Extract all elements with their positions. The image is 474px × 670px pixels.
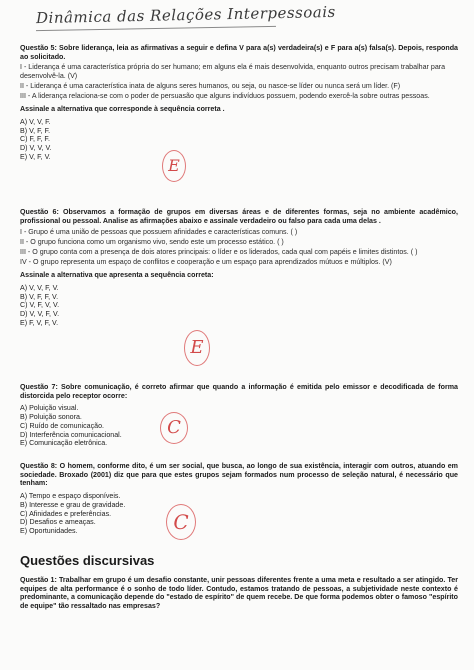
q7-option-c[interactable]: C) Ruído de comunicação. (20, 421, 104, 430)
q5-option-b[interactable]: B) V, F, F. (20, 126, 51, 135)
title-underline (36, 26, 276, 31)
q5-statement-1: I - Liderança é uma característica própria do ser humano; em alguns ela é mais desenvolvida, enquanto outros precisam trabalhar para desenvolvê-la. (V) (20, 63, 446, 81)
q6-option-b[interactable]: B) V, F, F, V. (20, 292, 59, 301)
q7-grade-mark: C (160, 412, 188, 444)
q8-option-a[interactable]: A) Tempo e espaço disponíveis. (20, 492, 121, 501)
q5-option-d[interactable]: D) V, V, V. (20, 144, 52, 153)
discursive-section-title: Questões discursivas (20, 553, 155, 568)
question-7-heading: Questão 7: Sobre comunicação, é correto afirmar que quando a informação é emitida pelo emissor e decodificada de forma distorcida pelo receptor ocorre: (20, 383, 458, 400)
q5-instruction: Assinale a alternativa que corresponde à sequência correta . (20, 105, 225, 114)
q8-option-e[interactable]: E) Oportunidades. (20, 526, 78, 535)
q6-grade-mark: E (184, 330, 210, 366)
q6-option-a[interactable]: A) V, V, F, V. (20, 283, 59, 292)
q6-option-d[interactable]: D) V, V, F, V. (20, 310, 60, 319)
handwritten-title: Dinâmica das Relações Interpessoais (35, 2, 336, 28)
q6-statement-3: III - O grupo conta com a presença de dois atores principais: o líder e os liderados, cada qual com papéis e limites distintos. ( ) (20, 247, 418, 256)
q6-option-e[interactable]: E) F, V, F, V. (20, 318, 59, 327)
discursive-q1-text: Questão 1: Trabalhar em grupo é um desafio constante, unir pessoas diferentes frente a uma meta e resultado a ser atingido. Ter equipes de alta performance é o sonho de todo líder. Contudo, estamos tratando de pessoas, a subjetividade neste contexto é predominante, a comunicação depende do "estado de espírito" de quem recebe. De que forma podemos obter o famoso "espírito de equipe" tão ressaltado nas empresas? (20, 576, 458, 611)
q8-option-c[interactable]: C) Afinidades e preferências. (20, 509, 112, 518)
question-5-heading: Questão 5: Sobre liderança, leia as afirmativas a seguir e defina V para a(s) verdadeira(s) e F para a(s) falsa(s). Depois, responda ao solicitado. (20, 44, 458, 61)
q6-statement-4: IV - O grupo representa um espaço de conflitos e cooperação e um espaço para aprendizados mútuos e múltiplos. (V) (20, 257, 392, 266)
q8-grade-mark: C (166, 504, 196, 540)
q5-statement-3: III - A liderança relaciona-se com o poder de persuasão que alguns indivíduos possuem, podendo exercê-la sobre outras pessoas. (20, 91, 430, 100)
discursive-question-1 (20, 576, 458, 613)
q5-grade-mark: E (162, 150, 186, 182)
question-6 (20, 208, 458, 327)
q5-statement-2: II - Liderança é uma característica inata de alguns seres humanos, ou seja, ou nasce-se líder ou nunca será um líder. (F) (20, 81, 401, 90)
question-7 (20, 383, 458, 448)
question-8 (20, 462, 458, 536)
q6-option-c[interactable]: C) V, F, V, V. (20, 301, 60, 310)
q7-option-b[interactable]: B) Poluição sonora. (20, 413, 82, 422)
question-8-heading: Questão 8: O homem, conforme dito, é um ser social, que busca, ao longo de sua existência, interagir com outros, atuando em sociedade. Broxado (2001) diz que para que estes grupos sejam formados num processo de seleção natural, é necessário que tenham: (20, 462, 458, 488)
question-6-heading: Questão 6: Observamos a formação de grupos em diversas áreas e de diferentes formas, seja no ambiente acadêmico, profissional ou pessoal. Analise as afirmações abaixo e assinale verdadeiro ou falso para cada uma delas . (20, 208, 458, 225)
q6-statement-2: II - O grupo funciona como um organismo vivo, sendo este um processo estático. ( ) (20, 238, 284, 247)
question-5 (20, 44, 458, 161)
q7-option-e[interactable]: E) Comunicação eletrônica. (20, 439, 108, 448)
q5-option-c[interactable]: C) F, F, F. (20, 135, 50, 144)
q8-option-d[interactable]: D) Desafios e ameaças. (20, 518, 96, 527)
q8-option-b[interactable]: B) Interesse e grau de gravidade. (20, 500, 126, 509)
q6-instruction: Assinale a alternativa que apresenta a sequência correta: (20, 271, 214, 280)
q7-option-d[interactable]: D) Interferência comunicacional. (20, 430, 122, 439)
q5-option-a[interactable]: A) V, V, F. (20, 117, 51, 126)
q6-statement-1: I - Grupo é uma união de pessoas que possuem afinidades e características comuns. ( ) (20, 228, 298, 237)
q7-option-a[interactable]: A) Poluição visual. (20, 404, 79, 413)
q5-option-e[interactable]: E) V, F, V. (20, 152, 51, 161)
